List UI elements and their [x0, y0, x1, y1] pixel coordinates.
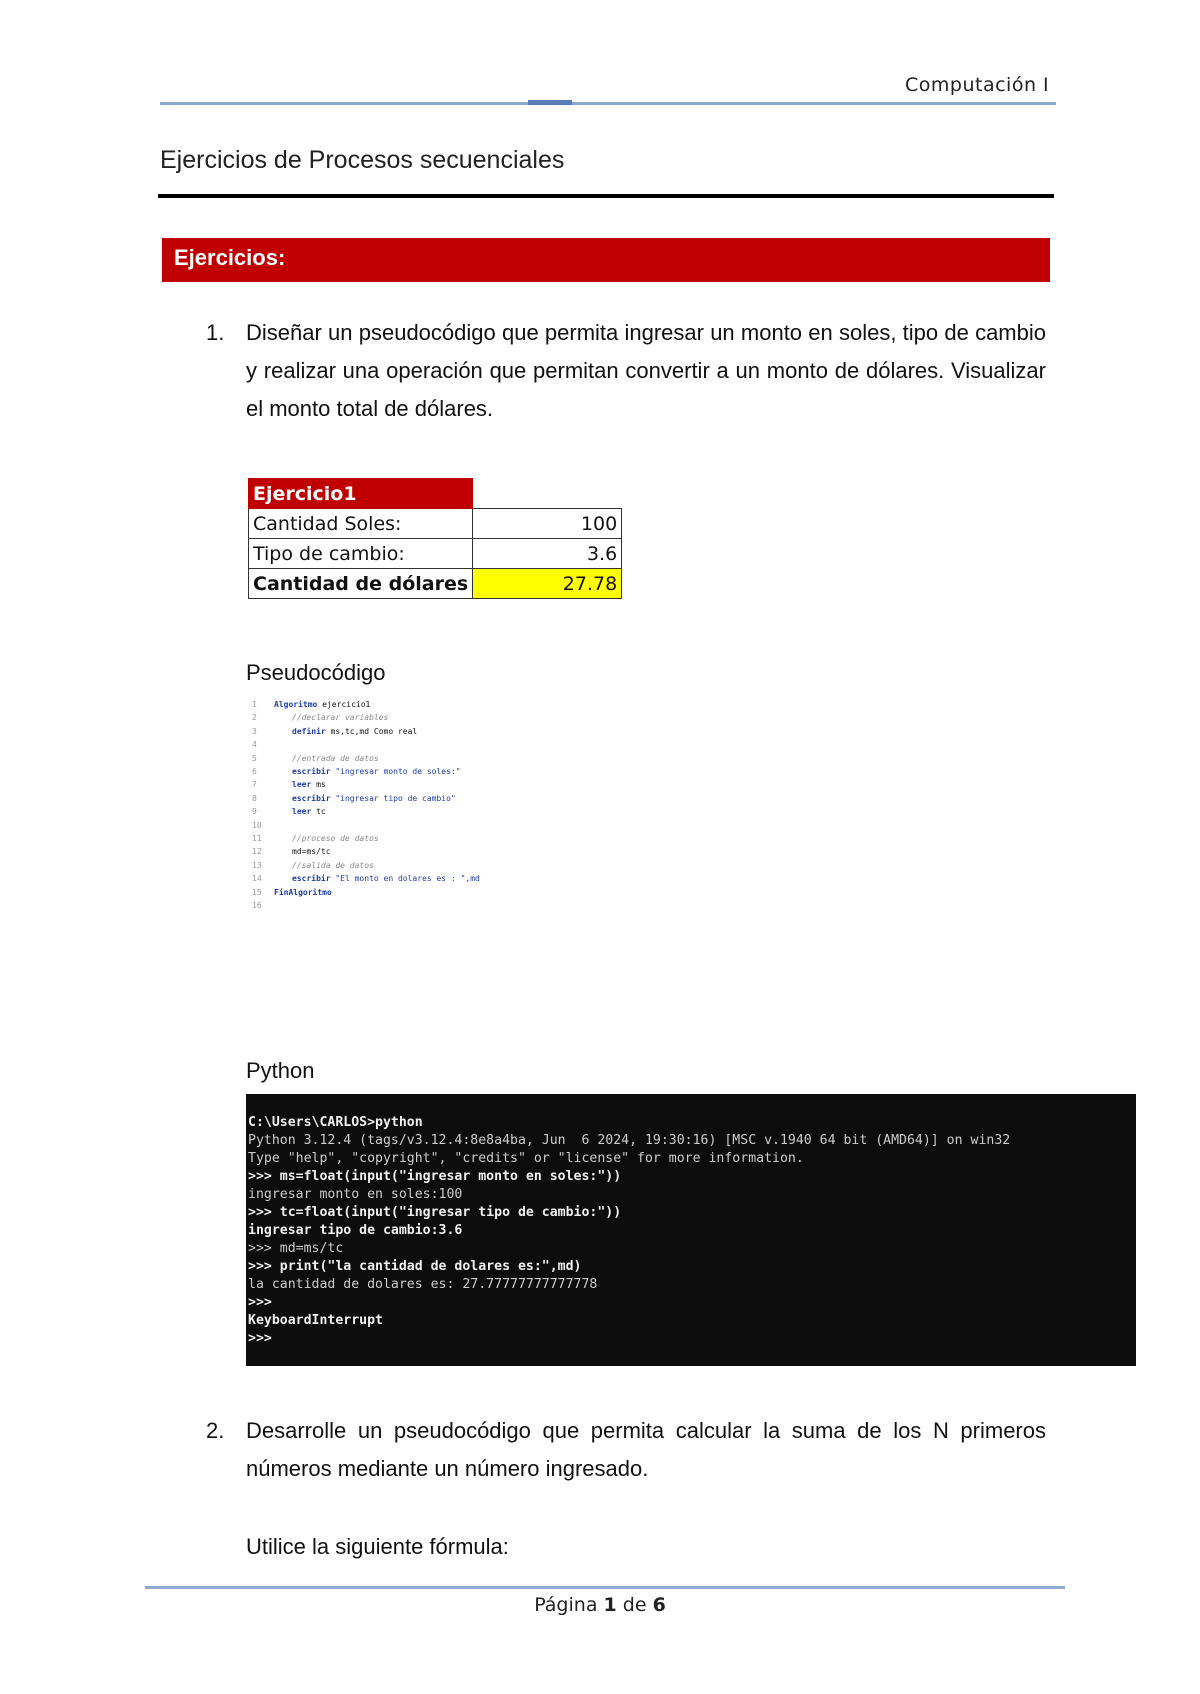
- line-number: 7: [252, 780, 257, 790]
- line-number: 12: [252, 847, 262, 857]
- console-line: Type "help", "copyright", "credits" or "license" for more information.: [248, 1151, 804, 1166]
- line-number: 5: [252, 753, 257, 763]
- line-number: 10: [252, 820, 262, 830]
- line-number: 3: [252, 726, 257, 736]
- row-value-highlighted: 27.78: [473, 569, 622, 599]
- code-line: [252, 738, 512, 751]
- code-line: [252, 832, 512, 845]
- code-line: [252, 859, 512, 872]
- row-value: 100: [473, 509, 622, 539]
- section-label: Ejercicios:: [174, 245, 286, 270]
- code-text: leer ms: [292, 780, 326, 790]
- footer-rule: [145, 1586, 1065, 1589]
- line-number: 4: [252, 740, 257, 750]
- line-number: 13: [252, 860, 262, 870]
- page-number: [0, 1594, 1200, 1616]
- code-line: [252, 725, 512, 738]
- code-line: [252, 805, 512, 818]
- spreadsheet-header-row: [249, 479, 622, 509]
- row-label: Tipo de cambio:: [249, 539, 473, 569]
- row-label: Cantidad de dólares: [249, 569, 473, 599]
- code-text: //declarar variables: [292, 713, 389, 723]
- console-line: >>> md=ms/tc: [248, 1241, 344, 1256]
- line-number: 2: [252, 713, 257, 723]
- line-number: 11: [252, 834, 262, 844]
- line-number: 1: [252, 700, 257, 709]
- line-number: 14: [252, 874, 262, 884]
- row-value: 3.6: [473, 539, 622, 569]
- code-text: //salida de datos: [292, 860, 374, 870]
- code-line: [252, 899, 512, 912]
- pseudocode-label: Pseudocódigo: [246, 660, 386, 685]
- header-rule-accent: [528, 100, 572, 105]
- page-middle: de: [616, 1594, 653, 1616]
- python-label: Python: [246, 1058, 315, 1083]
- code-text: leer tc: [292, 807, 326, 817]
- header-rule: [160, 102, 1056, 105]
- code-text: md=ms/tc: [292, 847, 331, 857]
- console-line: >>>: [248, 1295, 272, 1310]
- line-number: 8: [252, 793, 257, 803]
- console-line: la cantidad de dolares es: 27.77777777777778: [248, 1277, 598, 1292]
- code-text: definir ms,tc,md Como real: [292, 726, 418, 736]
- spreadsheet-header-blank: [473, 479, 622, 509]
- code-line: [252, 765, 512, 778]
- code-text: escribir "ingresar tipo de cambio": [292, 793, 456, 803]
- section-banner: [162, 238, 1050, 282]
- exercise-text: Diseñar un pseudocódigo que permita ingresar un monto en soles, tipo de cambio y realizar una operación que permitan convertir a un monto de dólares. Visualizar el monto total de dólares.: [246, 320, 1046, 421]
- code-text: //entrada de datos: [292, 753, 379, 763]
- console-line: >>> print("la cantidad de dolares es:",md): [248, 1259, 582, 1274]
- code-text: Algoritmo ejercicio1: [274, 700, 371, 709]
- console-line: >>> tc=float(input("ingresar tipo de cambio:")): [248, 1205, 622, 1220]
- console-line: ingresar tipo de cambio:3.6: [248, 1223, 463, 1238]
- spreadsheet-header: Ejercicio1: [249, 479, 473, 509]
- console-line: >>>: [248, 1331, 272, 1346]
- console-line: >>> ms=float(input("ingresar monto en soles:")): [248, 1169, 622, 1184]
- table-row: [249, 509, 622, 539]
- page-total: 6: [652, 1594, 666, 1616]
- code-line: [252, 845, 512, 858]
- line-number: 16: [252, 901, 262, 911]
- code-line: [252, 778, 512, 791]
- header-course-name: Computación I: [905, 74, 1050, 96]
- console-line: C:\Users\CARLOS>python: [248, 1115, 423, 1130]
- line-number: 15: [252, 887, 262, 897]
- pseudocode-screenshot: [252, 698, 512, 913]
- code-text: escribir "El monto en dolares es : ",md: [292, 874, 480, 884]
- code-line: [252, 752, 512, 765]
- page-current: 1: [603, 1594, 617, 1616]
- code-line: [252, 792, 512, 805]
- code-line: [252, 711, 512, 724]
- document-title: Ejercicios de Procesos secuenciales: [160, 146, 565, 174]
- exercise-text: Desarrolle un pseudocódigo que permita calcular la suma de los N primeros números mediante un número ingresado.: [246, 1418, 1046, 1481]
- code-text: escribir "ingresar monto de soles:": [292, 767, 461, 777]
- exercise-number: 2.: [206, 1418, 225, 1443]
- page-prefix: Página: [534, 1594, 604, 1616]
- code-text: FinAlgoritmo: [274, 887, 332, 897]
- line-number: 6: [252, 767, 257, 777]
- console-line: Python 3.12.4 (tags/v3.12.4:8e8a4ba, Jun 6 2024, 19:30:16) [MSC v.1940 64 bit (AMD64)] on win32: [248, 1133, 1011, 1148]
- table-row: [249, 539, 622, 569]
- code-text: //proceso de datos: [292, 834, 379, 844]
- line-number: 9: [252, 807, 257, 817]
- exercise-number: 1.: [206, 320, 225, 345]
- console-line: ingresar monto en soles:100: [248, 1187, 463, 1202]
- code-line: [252, 872, 512, 885]
- console-line: KeyboardInterrupt: [248, 1313, 383, 1328]
- spreadsheet-table: [248, 478, 622, 599]
- title-divider: [158, 194, 1054, 198]
- row-label: Cantidad Soles:: [249, 509, 473, 539]
- code-line: [252, 886, 512, 899]
- code-line: [252, 698, 512, 711]
- code-line: [252, 819, 512, 832]
- formula-intro: Utilice la siguiente fórmula:: [246, 1534, 509, 1559]
- table-row: [249, 569, 622, 599]
- python-console: [246, 1094, 1136, 1366]
